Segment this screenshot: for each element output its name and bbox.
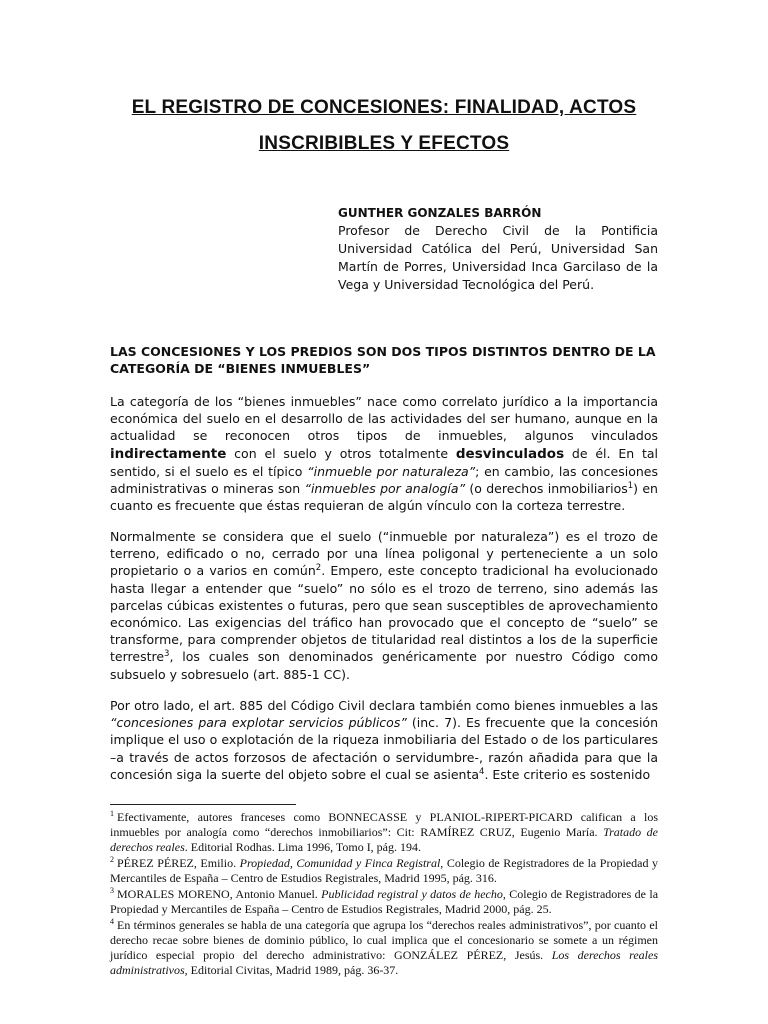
- paragraph-1: [110, 393, 658, 514]
- author-name: GUNTHER GONZALES BARRÓN: [338, 206, 542, 220]
- italic-text: “concesiones para explotar servicios públicos”: [110, 715, 407, 731]
- text-run: de él. En tal sentido, si el suelo es el típico: [110, 445, 658, 479]
- footnote-number: 4: [110, 917, 114, 926]
- text-run: , los cuales son denominados genéricamente por nuestro Código como subsuelo y sobresuelo (art. 885-1 CC).: [110, 649, 658, 682]
- text-run: ; en cambio, las concesiones administrativas o mineras son: [110, 463, 658, 497]
- emphasis-text: desvinculados: [455, 445, 565, 462]
- footnote-ref: 2: [315, 563, 322, 574]
- text-run: PÉREZ PÉREZ, Emilio.: [117, 856, 240, 870]
- text-run: , Colegio de Registradores de la Propiedad y Mercantiles de España – Centro de Estudios Registrales, Madrid 2000, pág. 25.: [110, 887, 659, 916]
- text-run: (inc. 7). Es frecuente que la concesión implique el uso o explotación de la riqueza inmobiliaria del Estado o de los particulares –a través de actos forzosos de afectación o servidumbre-, razón añadida para que la concesión siga la suerte del objeto sobre el cual se asienta: [110, 715, 658, 782]
- author-block: [338, 204, 658, 294]
- section-heading: LAS CONCESIONES Y LOS PREDIOS SON DOS TIPOS DISTINTOS DENTRO DE LA CATEGORÍA DE “BIENES INMUEBLES”: [110, 344, 656, 376]
- text-run: (o derechos inmobiliarios: [465, 481, 628, 497]
- text-run: Normalmente se considera que el suelo (“inmueble por naturaleza”) es el trozo de terreno, edificado o no, cerrado por una línea poligonal y perteneciente a un solo propietario o a varios en común: [110, 529, 658, 579]
- footnote-number: 2: [110, 855, 114, 864]
- text-run: Efectivamente, autores franceses como BONNECASSE y PLANIOL-RIPERT-PICARD califican a los inmuebles por analogía como “derechos inmobiliarios”: Cit: RAMÍREZ CRUZ, Eugenio María.: [110, 810, 658, 839]
- text-run: con el suelo y otros totalmente: [226, 445, 456, 461]
- footnote-separator: [110, 804, 296, 805]
- italic-text: Publicidad registral y datos de hecho: [321, 887, 503, 901]
- author-affiliation: Profesor de Derecho Civil de la Pontificia Universidad Católica del Perú, Universidad San Martín de Porres, Universidad Inca Garcilaso de la Vega y Universidad Tecnológica del Perú.: [338, 223, 658, 292]
- footnote-number: 3: [110, 886, 114, 895]
- text-run: La categoría de los “bienes inmuebles” nace como correlato jurídico a la importancia económica del suelo en el desarrollo de las actividades del ser humano, aunque en la actualidad se reconocen otros tipos de inmuebles, algunos vinculados: [110, 394, 658, 444]
- document-title: [60, 90, 708, 162]
- text-run: , Editorial Civitas, Madrid 1989, pág. 36-37.: [184, 963, 399, 977]
- title-line-2: INSCRIBIBLES Y EFECTOS: [258, 133, 510, 154]
- text-run: ) en cuanto es frecuente que éstas requieran de algún vínculo con la corteza terrestre.: [110, 481, 658, 514]
- emphasis-text: indirectamente: [110, 445, 227, 462]
- italic-text: Tratado de derechos reales: [110, 825, 658, 854]
- italic-text: Los derechos reales administrativos: [110, 948, 658, 977]
- text-run: , Colegio de Registradores de la Propiedad y Mercantiles de España – Centro de Estudios Registrales, Madrid 1995, pág. 316.: [110, 856, 658, 885]
- footnote-4: [110, 918, 658, 978]
- footnote-ref: 1: [627, 480, 634, 491]
- footnote-ref: 3: [164, 649, 170, 660]
- footnote-1: [110, 810, 658, 855]
- title-line-1: EL REGISTRO DE CONCESIONES: FINALIDAD, ACTOS: [131, 97, 637, 118]
- footnotes: [110, 810, 658, 979]
- text-run: . Empero, este concepto tradicional ha evolucionado hasta llegar a entender que “suelo” no sólo es el trozo de terreno, sino además las parcelas cúbicas existentes o futuras, pero que sean susceptibles de aprovechamiento económico. Las exigencias del tráfico han provocado que el concepto de “suelo” se transforme, para comprender objetos de titularidad real distintos a los de la superficie terrestre: [110, 563, 659, 665]
- footnote-number: 1: [110, 809, 114, 818]
- text-run: MORALES MORENO, Antonio Manuel.: [117, 887, 322, 901]
- text-run: En términos generales se habla de una categoría que agrupa los “derechos reales administrativos”, por cuanto el derecho recae sobre bienes de dominio público, lo cual implica que el concesionario se somete a un régimen jurídico especial propio del derecho administrativo: GONZÁLEZ PÉREZ, Jesús.: [110, 918, 658, 962]
- text-run: . Este criterio es sostenido: [484, 766, 651, 782]
- footnote-2: [110, 856, 658, 886]
- italic-text: Propiedad, Comunidad y Finca Registral: [239, 856, 441, 870]
- text-run: . Editorial Rodhas. Lima 1996, Tomo I, pág. 194.: [184, 840, 422, 854]
- text-run: Por otro lado, el art. 885 del Código Civil declara también como bienes inmuebles a las: [110, 698, 658, 713]
- paragraph-2: [110, 528, 658, 683]
- paragraph-3: [110, 697, 658, 783]
- italic-text: “inmueble por naturaleza”: [307, 463, 476, 479]
- italic-text: “inmuebles por analogía”: [304, 481, 466, 497]
- footnote-ref: 4: [479, 766, 485, 777]
- footnote-3: [110, 887, 658, 917]
